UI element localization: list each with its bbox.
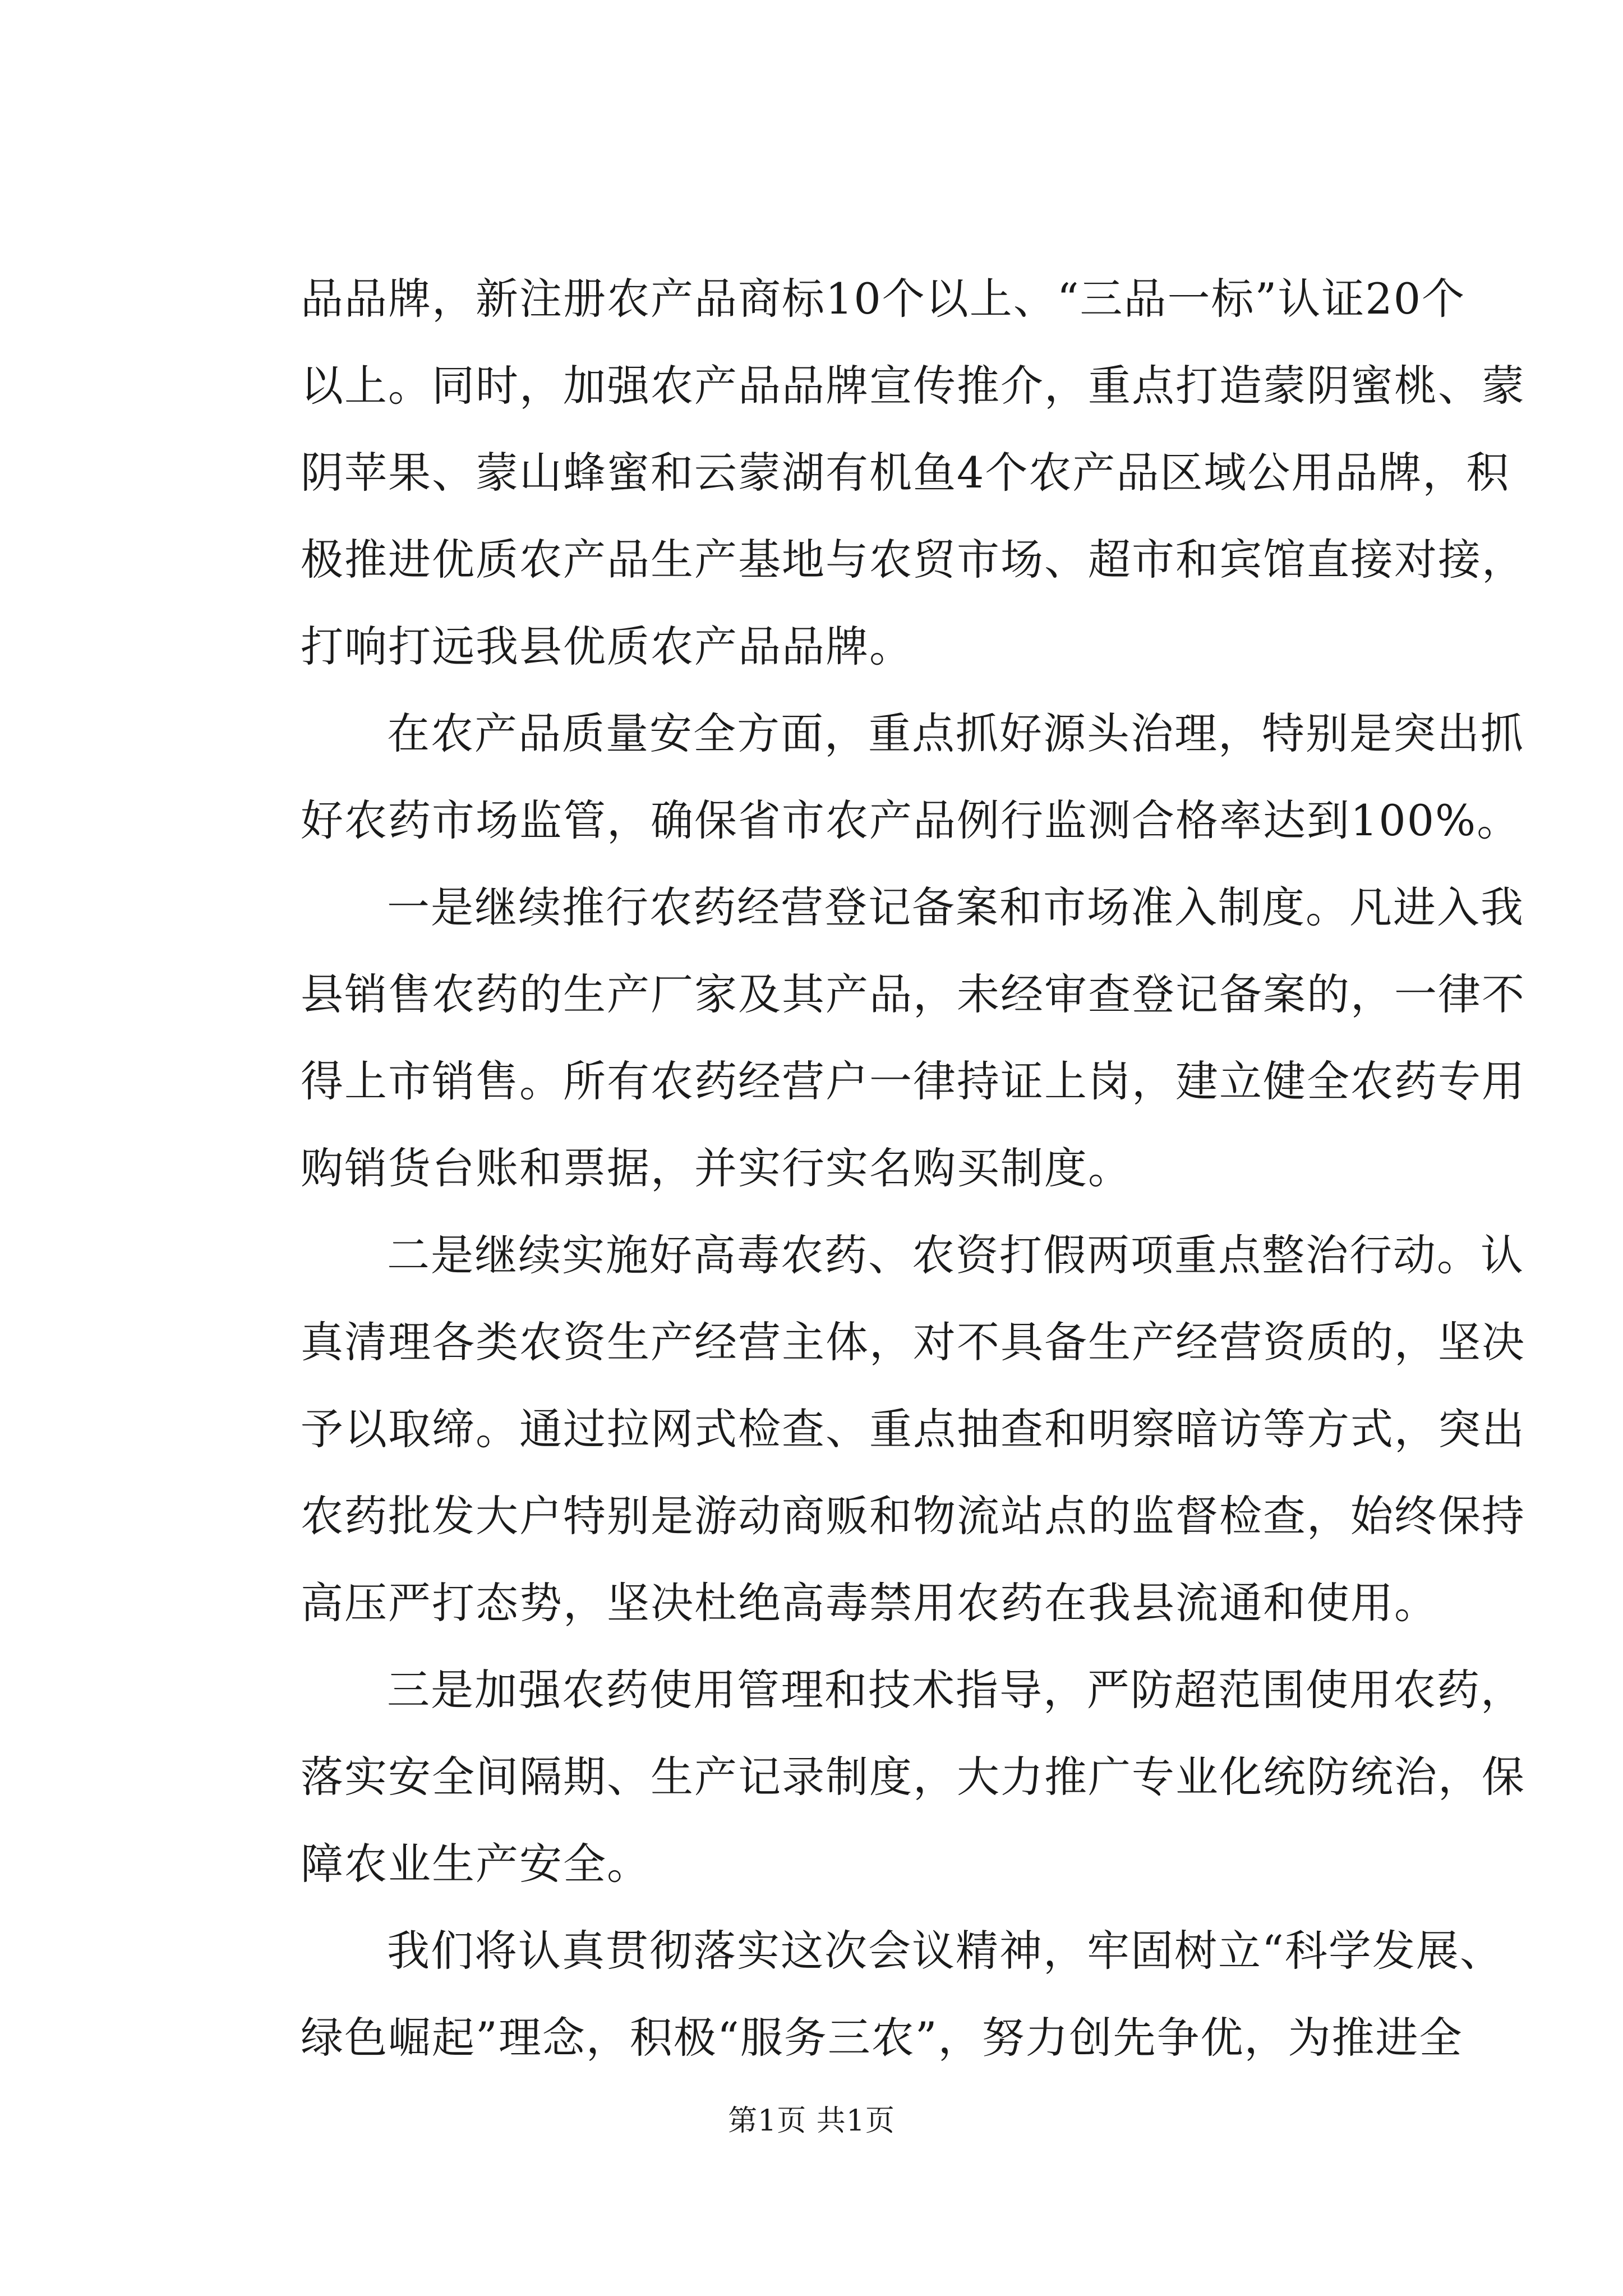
body-line: 品品牌，新注册农产品商标10个以上、“三品一标”认证20个 [301, 274, 1466, 324]
page-number-footer: 第1页 共1页 [728, 2104, 895, 2138]
paragraph-first-line: 我们将认真贯彻落实这次会议精神，牢固树立“科学发展、 [387, 1926, 1504, 1976]
body-line: 绿色崛起”理念，积极“服务三农”，努力创先争优，为推进全 [301, 2013, 1463, 2063]
body-line: 高压严打态势，坚决杜绝高毒禁用农药在我县流通和使用。 [301, 1578, 1438, 1628]
document-body [301, 255, 1525, 2081]
body-line: 阴苹果、蒙山蜂蜜和云蒙湖有机鱼4个农产品区域公用品牌，积 [301, 448, 1510, 498]
body-line: 以上。同时，加强农产品品牌宣传推介，重点打造蒙阴蜜桃、蒙 [301, 361, 1525, 411]
body-line: 予以取缔。通过拉网式检查、重点抽查和明察暗访等方式，突出 [301, 1404, 1525, 1454]
body-line: 得上市销售。所有农药经营户一律持证上岗，建立健全农药专用 [301, 1056, 1525, 1106]
paragraph-first-line: 二是继续实施好高毒农药、农资打假两项重点整治行动。认 [387, 1230, 1524, 1280]
body-line: 障农业生产安全。 [301, 1839, 651, 1889]
body-line: 县销售农药的生产厂家及其产品，未经审查登记备案的，一律不 [301, 969, 1525, 1019]
paragraph-first-line: 三是加强农药使用管理和技术指导，严防超范围使用农药， [387, 1665, 1524, 1715]
body-line: 好农药市场监管，确保省市农产品例行监测合格率达到100%。 [301, 795, 1521, 845]
paragraph-first-line: 一是继续推行农药经营登记备案和市场准入制度。凡进入我 [387, 882, 1524, 932]
body-line: 农药批发大户特别是游动商贩和物流站点的监督检查，始终保持 [301, 1491, 1525, 1541]
body-line: 购销货台账和票据，并实行实名购买制度。 [301, 1143, 1132, 1193]
paragraph-first-line: 在农产品质量安全方面，重点抓好源头治理，特别是突出抓 [387, 708, 1524, 758]
body-line: 打响打远我县优质农产品品牌。 [301, 622, 913, 671]
body-line: 极推进优质农产品生产基地与农贸市场、超市和宾馆直接对接， [301, 535, 1525, 585]
body-line: 落实安全间隔期、生产记录制度，大力推广专业化统防统治，保 [301, 1752, 1525, 1802]
body-line: 真清理各类农资生产经营主体，对不具备生产经营资质的，坚决 [301, 1317, 1525, 1367]
